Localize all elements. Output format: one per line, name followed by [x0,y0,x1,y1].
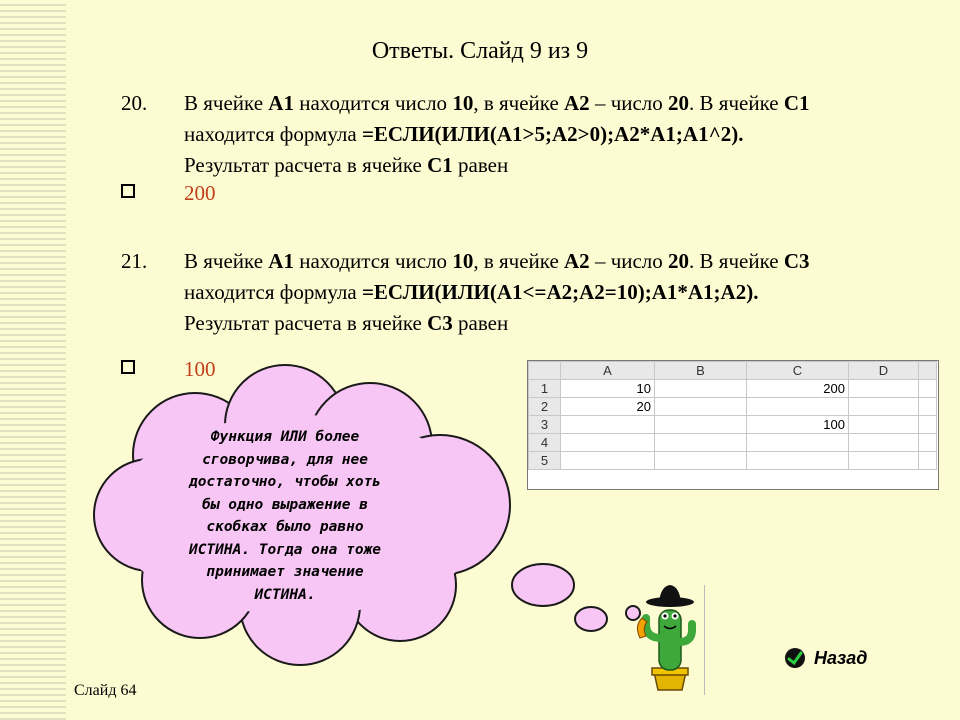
formula: =ЕСЛИ(ИЛИ(А1<=А2;А2=10);А1*А1;А2). [361,280,759,304]
column-header: B [655,362,747,380]
back-label: Назад [814,647,868,668]
divider-line [704,585,705,695]
row-number: 5 [529,452,561,470]
cell: 200 [747,380,849,398]
cell: 20 [561,398,655,416]
slide-title: Ответы. Слайд 9 из 9 [371,38,589,64]
cloud-text: Функция ИЛИ более сговорчива, для нее достаточно, чтобы хоть бы одно выражение в скобках было равно ИСТИНА. Тогда она тоже принимает значение ИСТИНА. [188,429,382,603]
question-line-1: В ячейке А1 находится число 10, в ячейке А2 – число 20. В ячейке С1 [184,91,810,115]
cell: 10 [561,380,655,398]
cell: 100 [747,416,849,434]
back-arrow-icon [784,647,806,669]
question-number: 20. [121,91,148,115]
row-number: 1 [529,380,561,398]
thought-bubbles [512,564,640,631]
slide-number: Слайд 64 [74,682,137,699]
answer-21: 100 [184,357,216,381]
cactus-character-icon [628,580,708,692]
question-line-2: находится формула =ЕСЛИ(ИЛИ(А1>5;А2>0);А2*А1;А1^2). [184,122,744,146]
question-number: 21. [121,249,148,273]
column-header: D [849,362,919,380]
back-button[interactable] [784,647,867,669]
question-line-3: Результат расчета в ячейке С3 равен [184,311,509,335]
question-line-1: В ячейке А1 находится число 10, в ячейке А2 – число 20. В ячейке С3 [184,249,810,273]
row-number: 4 [529,434,561,452]
row-number: 2 [529,398,561,416]
column-header: A [561,362,655,380]
column-header: C [747,362,849,380]
question-line-2: находится формула =ЕСЛИ(ИЛИ(А1<=А2;А2=10);А1*А1;А2). [184,280,759,304]
answer-20: 200 [184,181,216,205]
row-number: 3 [529,416,561,434]
question-line-3: Результат расчета в ячейке С1 равен [184,153,509,177]
formula: =ЕСЛИ(ИЛИ(А1>5;А2>0);А2*А1;А1^2). [361,122,744,146]
